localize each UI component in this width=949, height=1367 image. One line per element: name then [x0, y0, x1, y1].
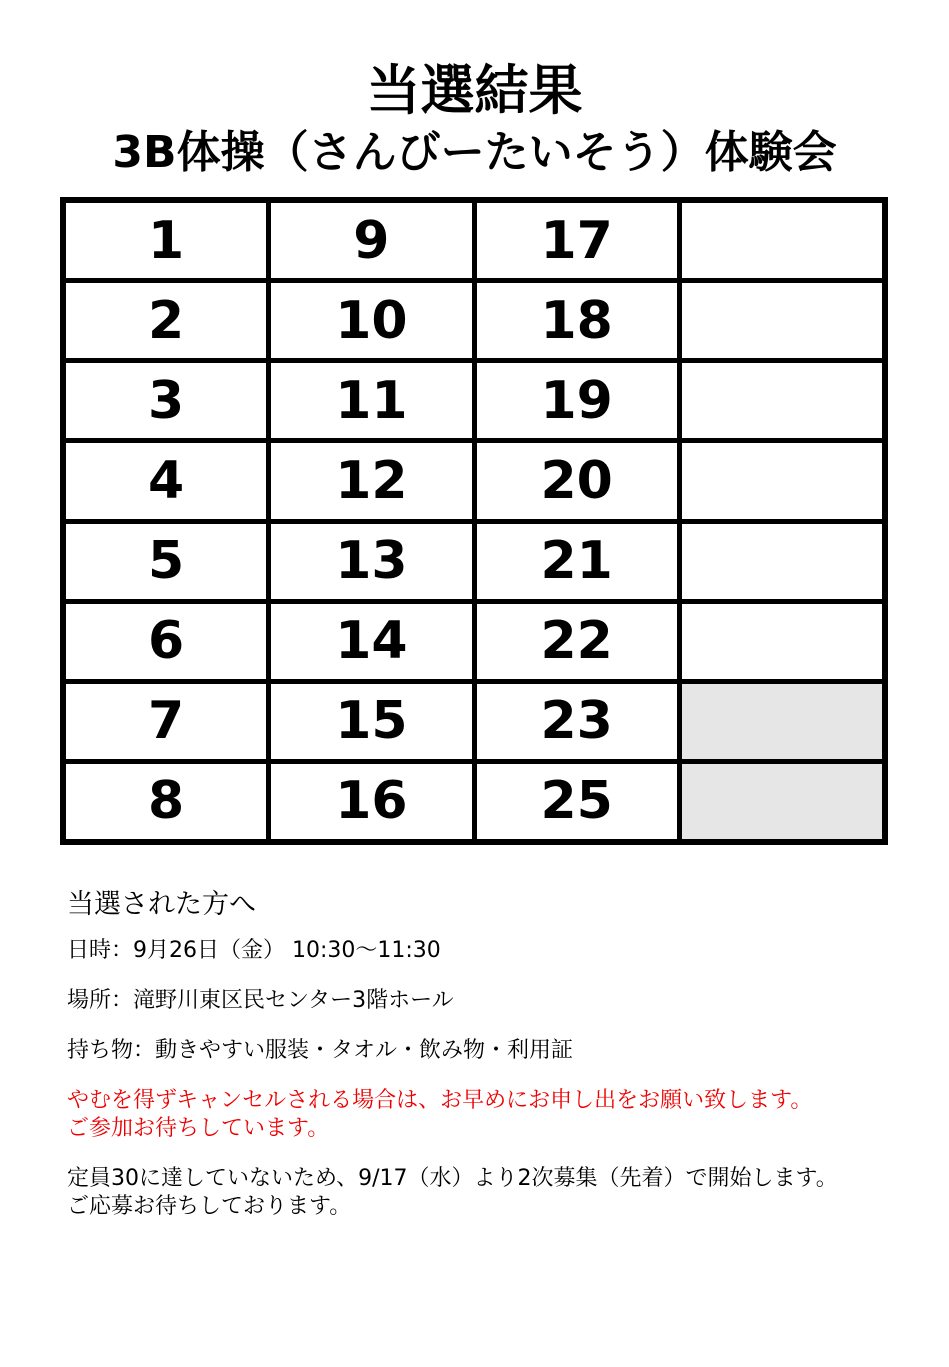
empty-cell: [681, 282, 883, 359]
page-subtitle: 3B体操（さんびーたいそう）体験会: [112, 127, 837, 178]
empty-cell: [681, 603, 883, 680]
number-cell: 19: [476, 362, 678, 439]
number-cell: 8: [65, 763, 267, 840]
empty-cell: [681, 523, 883, 600]
recruitment-line-1: 定員30に達していないため、9/17（水）より2次募集（先着）で開始します。: [67, 1166, 838, 1191]
number-cell: 20: [476, 442, 678, 519]
event-place: 場所：滝野川東区民センター3階ホール: [67, 988, 454, 1013]
shaded-empty-cell: [681, 763, 883, 840]
empty-cell: [681, 362, 883, 439]
recruitment-line-2: ご応募お待ちしております。: [67, 1194, 352, 1219]
cancellation-line-1: やむを得ずキャンセルされる場合は、お早めにお申し出をお願い致します。: [67, 1088, 813, 1113]
number-cell: 9: [270, 202, 472, 279]
number-cell: 5: [65, 523, 267, 600]
number-cell: 7: [65, 683, 267, 760]
number-cell: 11: [270, 362, 472, 439]
event-datetime: 日時：9月26日（金） 10:30～11:30: [67, 938, 441, 963]
notice-section: [67, 885, 927, 1243]
number-cell: 10: [270, 282, 472, 359]
cancellation-line-2: ご参加お待ちしています。: [67, 1116, 330, 1141]
number-cell: 1: [65, 202, 267, 279]
number-cell: 15: [270, 683, 472, 760]
number-cell: 23: [476, 683, 678, 760]
number-cell: 17: [476, 202, 678, 279]
empty-cell: [681, 202, 883, 279]
number-cell: 4: [65, 442, 267, 519]
number-cell: 25: [476, 763, 678, 840]
page-title: 当選結果: [366, 59, 583, 122]
number-cell: 22: [476, 603, 678, 680]
cancellation-notice: [67, 1087, 927, 1143]
notice-heading: 当選された方へ: [67, 889, 256, 920]
second-recruitment-notice: [67, 1165, 927, 1221]
number-cell: 12: [270, 442, 472, 519]
number-cell: 18: [476, 282, 678, 359]
winning-numbers-table: [60, 197, 888, 845]
items-to-bring: 持ち物：動きやすい服装・タオル・飲み物・利用証: [67, 1038, 574, 1063]
empty-cell: [681, 442, 883, 519]
number-cell: 2: [65, 282, 267, 359]
number-cell: 21: [476, 523, 678, 600]
number-cell: 14: [270, 603, 472, 680]
number-cell: 16: [270, 763, 472, 840]
number-cell: 6: [65, 603, 267, 680]
shaded-empty-cell: [681, 683, 883, 760]
number-cell: 3: [65, 362, 267, 439]
number-cell: 13: [270, 523, 472, 600]
